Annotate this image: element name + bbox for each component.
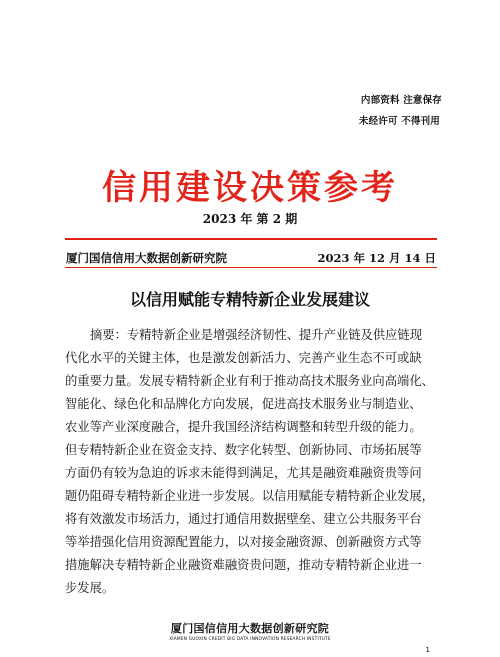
institute-logo-english: XIAMEN GUOXIN CREDIT BIG DATA INNOVATION RESEARCH INSTITUTE <box>169 637 331 642</box>
abstract-paragraph <box>65 324 437 600</box>
abstract-line: 但专精特新企业在资金支持、数字化转型、创新协同、市场拓展等 <box>65 443 422 457</box>
reproduction-notice: 未经许可 不得刊用 <box>358 116 440 127</box>
abstract-line: 等举措强化信用资源配置能力，以对接金融资源、创新融资方式等 <box>65 535 422 549</box>
confidential-notice: 内部资料 注意保存 <box>360 95 442 106</box>
header-divider-top <box>65 238 437 240</box>
abstract-line: 农业等产业深度融合，提升我国经济结构调整和转型升级的能力。 <box>65 420 422 434</box>
masthead-title: 信用建设决策参考 <box>102 168 398 208</box>
abstract-line: 措施解决专精特新企业融资难融资贵问题，推动专精特新企业进一 <box>65 558 422 572</box>
institute-logo <box>0 620 500 642</box>
abstract-line: 步发展。 <box>65 581 115 595</box>
institute-logo-chinese: 厦门国信信用大数据创新研究院 <box>170 622 330 635</box>
issue-number: 2023 年 第 2 期 <box>202 212 298 226</box>
header-divider-bottom <box>65 267 437 268</box>
abstract-line: 智能化、绿色化和品牌化方向发展，促进高技术服务业与制造业、 <box>65 397 422 411</box>
publisher-name: 厦门国信信用大数据创新研究院 <box>66 251 227 265</box>
abstract-line: 将有效激发市场活力，通过打通信用数据壁垒、建立公共服务平台 <box>65 512 422 526</box>
page-number: 1 <box>425 646 430 654</box>
abstract-line: 摘要：专精特新企业是增强经济韧性、提升产业链及供应链现 <box>90 328 423 342</box>
article-title: 以信用赋能专精特新企业发展建议 <box>129 290 370 309</box>
abstract-line: 方面仍有较为急迫的诉求未能得到满足，尤其是融资难融资贵等问 <box>65 466 422 480</box>
abstract-line: 题仍阻碍专精特新企业进一步发展。以信用赋能专精特新企业发展， <box>65 489 434 503</box>
abstract-line: 的重要力量。发展专精特新企业有利于推动高技术服务业向高端化、 <box>65 374 434 388</box>
publish-date: 2023 年 12 月 14 日 <box>317 251 436 265</box>
abstract-line: 代化水平的关键主体，也是激发创新活力、完善产业生态不可或缺 <box>65 351 422 365</box>
